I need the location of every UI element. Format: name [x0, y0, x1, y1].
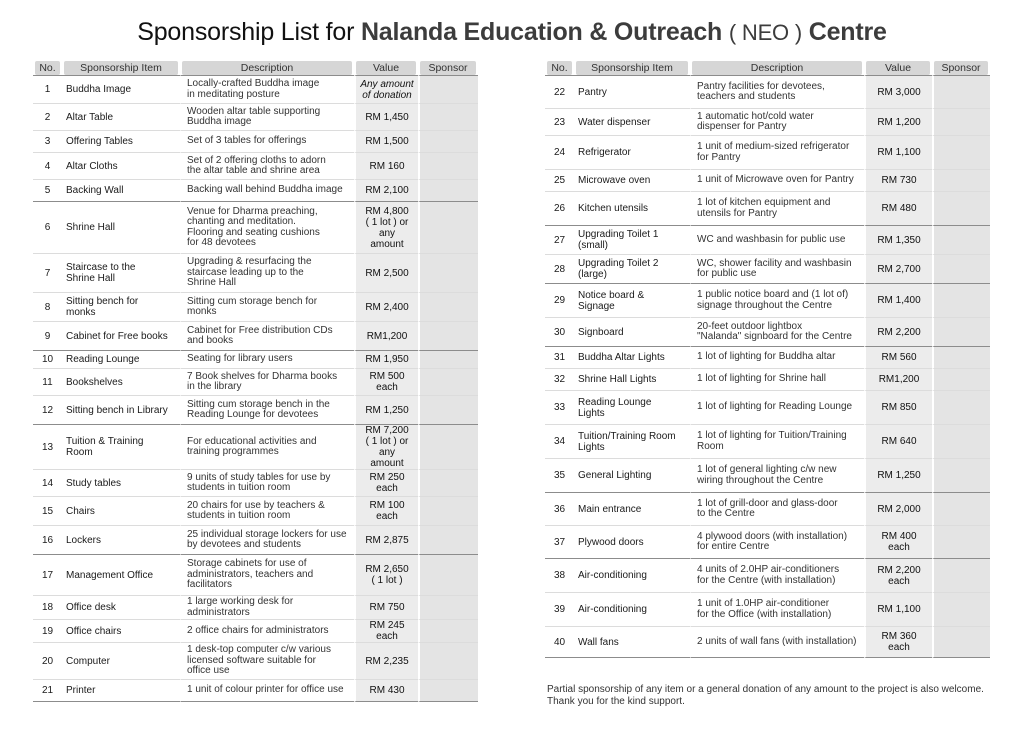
- sponsorship-item: Computer: [62, 643, 180, 680]
- item-description: Sitting cum storage bench in the Reading Lounge for devotees: [180, 396, 354, 425]
- table-row: [33, 369, 478, 396]
- row-number: 37: [545, 526, 574, 559]
- table-row: [33, 75, 478, 104]
- sponsor-cell: [418, 620, 478, 643]
- row-number: 30: [545, 318, 574, 347]
- sponsorship-item: Shrine Hall: [62, 202, 180, 254]
- row-number: 2: [33, 104, 62, 131]
- table-row: [545, 255, 990, 284]
- row-number: 36: [545, 493, 574, 526]
- table-row: [545, 425, 990, 459]
- item-description: 1 unit of medium-sized refrigerator for Pantry: [690, 136, 864, 170]
- row-number: 29: [545, 284, 574, 318]
- sponsor-cell: [418, 131, 478, 153]
- item-value: RM 1,400: [864, 284, 932, 318]
- item-value: RM 730: [864, 170, 932, 192]
- item-value: Any amount of donation: [354, 75, 418, 104]
- table-row: [545, 192, 990, 226]
- sponsorship-item: Main entrance: [574, 493, 690, 526]
- sponsor-cell: [932, 425, 990, 459]
- item-description: 1 unit of colour printer for office use: [180, 680, 354, 702]
- sponsorship-item: Sitting bench in Library: [62, 396, 180, 425]
- table-row: [33, 131, 478, 153]
- item-description: 20 chairs for use by teachers & students in tuition room: [180, 497, 354, 526]
- item-description: Set of 3 tables for offerings: [180, 131, 354, 153]
- item-value: RM 2,200 each: [864, 559, 932, 593]
- sponsorship-item: Cabinet for Free books: [62, 322, 180, 351]
- sponsorship-item: Wall fans: [574, 627, 690, 658]
- item-value: RM 1,200: [864, 109, 932, 136]
- row-number: 21: [33, 680, 62, 702]
- item-value: RM 1,950: [354, 351, 418, 369]
- item-value: RM 3,000: [864, 75, 932, 109]
- table-row: [33, 555, 478, 596]
- table-row: [33, 680, 478, 702]
- title-abbr: ( NEO ): [728, 20, 802, 45]
- item-description: 1 lot of lighting for Tuition/Training Room: [690, 425, 864, 459]
- sponsorship-item: Reading Lounge Lights: [574, 391, 690, 425]
- table-row: [545, 593, 990, 627]
- sponsor-cell: [418, 369, 478, 396]
- col-header-sponsor: Sponsor: [418, 60, 478, 75]
- item-description: 1 lot of lighting for Shrine hall: [690, 369, 864, 391]
- sponsorship-item: Upgrading Toilet 1 (small): [574, 226, 690, 255]
- row-number: 5: [33, 180, 62, 202]
- title-suffix: Centre: [808, 18, 887, 46]
- row-number: 26: [545, 192, 574, 226]
- item-description: 1 large working desk for administrators: [180, 596, 354, 620]
- table-row: [545, 369, 990, 391]
- table-row: [545, 136, 990, 170]
- sponsor-cell: [932, 136, 990, 170]
- sponsor-cell: [418, 254, 478, 293]
- sponsorship-table-left: [33, 60, 478, 702]
- sponsor-cell: [418, 643, 478, 680]
- table-row: [33, 153, 478, 180]
- sponsorship-item: Notice board & Signage: [574, 284, 690, 318]
- item-value: RM 750: [354, 596, 418, 620]
- sponsor-cell: [418, 497, 478, 526]
- row-number: 6: [33, 202, 62, 254]
- item-value: RM 2,400: [354, 293, 418, 322]
- table-row: [545, 75, 990, 109]
- page-title: [0, 18, 1024, 47]
- sponsorship-item: Microwave oven: [574, 170, 690, 192]
- sponsor-cell: [418, 526, 478, 555]
- row-number: 22: [545, 75, 574, 109]
- item-value: RM 640: [864, 425, 932, 459]
- table-row: [545, 284, 990, 318]
- item-description: 1 lot of lighting for Buddha altar: [690, 347, 864, 369]
- sponsor-cell: [932, 369, 990, 391]
- item-value: RM 2,200: [864, 318, 932, 347]
- row-number: 32: [545, 369, 574, 391]
- sponsor-cell: [932, 559, 990, 593]
- item-value: RM 1,100: [864, 593, 932, 627]
- sponsorship-item: Office desk: [62, 596, 180, 620]
- item-value: RM 2,700: [864, 255, 932, 284]
- sponsor-cell: [932, 318, 990, 347]
- table-row: [545, 347, 990, 369]
- item-value: RM 2,500: [354, 254, 418, 293]
- sponsor-cell: [418, 75, 478, 104]
- item-value: RM 245 each: [354, 620, 418, 643]
- item-description: 1 public notice board and (1 lot of) signage throughout the Centre: [690, 284, 864, 318]
- sponsor-cell: [932, 391, 990, 425]
- row-number: 4: [33, 153, 62, 180]
- item-description: 25 individual storage lockers for use by devotees and students: [180, 526, 354, 555]
- item-description: 1 lot of grill-door and glass-door to the Centre: [690, 493, 864, 526]
- sponsorship-item: Altar Cloths: [62, 153, 180, 180]
- item-value: RM 160: [354, 153, 418, 180]
- item-description: 1 lot of lighting for Reading Lounge: [690, 391, 864, 425]
- item-description: Seating for library users: [180, 351, 354, 369]
- sponsorship-item: Printer: [62, 680, 180, 702]
- sponsorship-item: Altar Table: [62, 104, 180, 131]
- row-number: 28: [545, 255, 574, 284]
- item-value: RM 480: [864, 192, 932, 226]
- sponsor-cell: [932, 284, 990, 318]
- sponsor-cell: [418, 293, 478, 322]
- footnote-line-2: Thank you for the kind support.: [547, 696, 685, 707]
- sponsorship-item: Shrine Hall Lights: [574, 369, 690, 391]
- sponsor-cell: [932, 170, 990, 192]
- row-number: 13: [33, 425, 62, 470]
- sponsor-cell: [932, 226, 990, 255]
- row-number: 23: [545, 109, 574, 136]
- sponsor-cell: [932, 347, 990, 369]
- item-value: RM 850: [864, 391, 932, 425]
- row-number: 9: [33, 322, 62, 351]
- row-number: 14: [33, 470, 62, 497]
- table-row: [33, 180, 478, 202]
- sponsorship-item: Lockers: [62, 526, 180, 555]
- sponsorship-item: Offering Tables: [62, 131, 180, 153]
- sponsorship-item: Air-conditioning: [574, 559, 690, 593]
- table-row: [545, 627, 990, 658]
- table-row: [545, 109, 990, 136]
- item-description: 1 unit of 1.0HP air-conditioner for the Office (with installation): [690, 593, 864, 627]
- sponsorship-table-right: [545, 60, 990, 658]
- row-number: 39: [545, 593, 574, 627]
- table-row: [545, 459, 990, 493]
- item-value: RM 560: [864, 347, 932, 369]
- table-row: [545, 559, 990, 593]
- sponsor-cell: [418, 425, 478, 470]
- item-description: 9 units of study tables for use by students in tuition room: [180, 470, 354, 497]
- sponsor-cell: [418, 180, 478, 202]
- title-prefix: Sponsorship List for: [137, 18, 355, 46]
- item-description: Upgrading & resurfacing the staircase leading up to the Shrine Hall: [180, 254, 354, 293]
- table-row: [33, 104, 478, 131]
- sponsorship-item: Refrigerator: [574, 136, 690, 170]
- table-row: [545, 493, 990, 526]
- item-value: RM 500 each: [354, 369, 418, 396]
- sponsor-cell: [418, 596, 478, 620]
- row-number: 35: [545, 459, 574, 493]
- row-number: 1: [33, 75, 62, 104]
- table-row: [33, 322, 478, 351]
- item-value: RM 2,100: [354, 180, 418, 202]
- item-description: 1 lot of kitchen equipment and utensils for Pantry: [690, 192, 864, 226]
- table-body-right: [545, 75, 990, 658]
- sponsor-cell: [418, 470, 478, 497]
- row-number: 24: [545, 136, 574, 170]
- sponsor-cell: [932, 75, 990, 109]
- col-header-no: No.: [33, 60, 62, 75]
- table-row: [545, 391, 990, 425]
- table-row: [33, 396, 478, 425]
- table-row: [33, 596, 478, 620]
- sponsorship-item: Staircase to the Shrine Hall: [62, 254, 180, 293]
- item-value: RM 1,350: [864, 226, 932, 255]
- row-number: 10: [33, 351, 62, 369]
- item-description: 1 desk-top computer c/w various licensed software suitable for office use: [180, 643, 354, 680]
- item-description: Wooden altar table supporting Buddha image: [180, 104, 354, 131]
- sponsor-cell: [418, 153, 478, 180]
- table-body-left: [33, 75, 478, 702]
- col-header-value: Value: [354, 60, 418, 75]
- sponsor-cell: [418, 396, 478, 425]
- item-value: RM 360 each: [864, 627, 932, 658]
- table-row: [33, 425, 478, 470]
- sponsor-cell: [418, 104, 478, 131]
- item-description: Backing wall behind Buddha image: [180, 180, 354, 202]
- sponsorship-item: Backing Wall: [62, 180, 180, 202]
- row-number: 17: [33, 555, 62, 596]
- table-row: [545, 318, 990, 347]
- sponsorship-item: Signboard: [574, 318, 690, 347]
- row-number: 34: [545, 425, 574, 459]
- sponsorship-item: Air-conditioning: [574, 593, 690, 627]
- item-description: 20-feet outdoor lightbox "Nalanda" signboard for the Centre: [690, 318, 864, 347]
- item-description: 2 office chairs for administrators: [180, 620, 354, 643]
- item-value: RM 2,650 ( 1 lot ): [354, 555, 418, 596]
- row-number: 18: [33, 596, 62, 620]
- item-description: 2 units of wall fans (with installation): [690, 627, 864, 658]
- item-description: 1 lot of general lighting c/w new wiring throughout the Centre: [690, 459, 864, 493]
- sponsorship-item: Tuition & Training Room: [62, 425, 180, 470]
- col-header-item: Sponsorship Item: [62, 60, 180, 75]
- col-header-value: Value: [864, 60, 932, 75]
- row-number: 16: [33, 526, 62, 555]
- item-value: RM 1,250: [354, 396, 418, 425]
- item-value: RM 2,875: [354, 526, 418, 555]
- sponsor-cell: [418, 680, 478, 702]
- item-description: Cabinet for Free distribution CDs and books: [180, 322, 354, 351]
- col-header-description: Description: [180, 60, 354, 75]
- row-number: 15: [33, 497, 62, 526]
- sponsorship-item: Reading Lounge: [62, 351, 180, 369]
- item-value: RM1,200: [864, 369, 932, 391]
- sponsorship-item: Water dispenser: [574, 109, 690, 136]
- sponsor-cell: [418, 351, 478, 369]
- sponsorship-item: Bookshelves: [62, 369, 180, 396]
- item-value: RM 1,450: [354, 104, 418, 131]
- table-row: [33, 620, 478, 643]
- row-number: 12: [33, 396, 62, 425]
- footnote: [547, 684, 1007, 708]
- table-row: [545, 170, 990, 192]
- item-value: RM1,200: [354, 322, 418, 351]
- row-number: 25: [545, 170, 574, 192]
- item-description: Set of 2 offering cloths to adorn the altar table and shrine area: [180, 153, 354, 180]
- sponsorship-item: Buddha Image: [62, 75, 180, 104]
- item-description: 4 units of 2.0HP air-conditioners for the Centre (with installation): [690, 559, 864, 593]
- item-description: 4 plywood doors (with installation) for entire Centre: [690, 526, 864, 559]
- item-description: 7 Book shelves for Dharma books in the library: [180, 369, 354, 396]
- row-number: 8: [33, 293, 62, 322]
- item-value: RM 4,800 ( 1 lot ) or any amount: [354, 202, 418, 254]
- item-description: WC and washbasin for public use: [690, 226, 864, 255]
- item-description: Venue for Dharma preaching, chanting and meditation. Flooring and seating cushions for 48 devotees: [180, 202, 354, 254]
- sponsorship-item: Sitting bench for monks: [62, 293, 180, 322]
- item-description: Locally-crafted Buddha image in meditating posture: [180, 75, 354, 104]
- item-description: WC, shower facility and washbasin for public use: [690, 255, 864, 284]
- row-number: 11: [33, 369, 62, 396]
- col-header-item: Sponsorship Item: [574, 60, 690, 75]
- sponsor-cell: [932, 593, 990, 627]
- item-value: RM 1,500: [354, 131, 418, 153]
- item-description: For educational activities and training programmes: [180, 425, 354, 470]
- item-description: 1 unit of Microwave oven for Pantry: [690, 170, 864, 192]
- sponsor-cell: [418, 202, 478, 254]
- sponsorship-item: Study tables: [62, 470, 180, 497]
- row-number: 31: [545, 347, 574, 369]
- table-row: [33, 351, 478, 369]
- item-description: Storage cabinets for use of administrators, teachers and facilitators: [180, 555, 354, 596]
- table-row: [33, 526, 478, 555]
- sponsorship-item: Tuition/Training Room Lights: [574, 425, 690, 459]
- sponsorship-item: General Lighting: [574, 459, 690, 493]
- row-number: 19: [33, 620, 62, 643]
- table-row: [33, 202, 478, 254]
- item-description: Sitting cum storage bench for monks: [180, 293, 354, 322]
- row-number: 20: [33, 643, 62, 680]
- footnote-line-1: Partial sponsorship of any item or a general donation of any amount to the project is also welcome.: [547, 684, 984, 695]
- table-row: [33, 470, 478, 497]
- sponsor-cell: [932, 109, 990, 136]
- sponsorship-item: Chairs: [62, 497, 180, 526]
- sponsor-cell: [418, 555, 478, 596]
- sponsor-cell: [932, 627, 990, 658]
- item-value: RM 430: [354, 680, 418, 702]
- sponsorship-item: Upgrading Toilet 2 (large): [574, 255, 690, 284]
- sponsor-cell: [932, 459, 990, 493]
- sponsorship-item: Kitchen utensils: [574, 192, 690, 226]
- row-number: 40: [545, 627, 574, 658]
- sponsor-cell: [932, 526, 990, 559]
- sponsorship-item: Office chairs: [62, 620, 180, 643]
- sponsorship-item: Pantry: [574, 75, 690, 109]
- sponsor-cell: [932, 255, 990, 284]
- title-org: Nalanda Education & Outreach: [360, 18, 723, 46]
- sponsor-cell: [932, 493, 990, 526]
- item-value: RM 2,000: [864, 493, 932, 526]
- item-description: 1 automatic hot/cold water dispenser for Pantry: [690, 109, 864, 136]
- sponsor-cell: [418, 322, 478, 351]
- table-row: [33, 497, 478, 526]
- item-description: Pantry facilities for devotees, teachers and students: [690, 75, 864, 109]
- item-value: RM 400 each: [864, 526, 932, 559]
- item-value: RM 1,250: [864, 459, 932, 493]
- sponsor-cell: [932, 192, 990, 226]
- row-number: 33: [545, 391, 574, 425]
- table-row: [33, 643, 478, 680]
- item-value: RM 250 each: [354, 470, 418, 497]
- item-value: RM 1,100: [864, 136, 932, 170]
- sponsorship-item: Management Office: [62, 555, 180, 596]
- col-header-sponsor: Sponsor: [932, 60, 990, 75]
- table-row: [545, 526, 990, 559]
- item-value: RM 2,235: [354, 643, 418, 680]
- item-value: RM 100 each: [354, 497, 418, 526]
- row-number: 7: [33, 254, 62, 293]
- col-header-description: Description: [690, 60, 864, 75]
- item-value: RM 7,200 ( 1 lot ) or any amount: [354, 425, 418, 470]
- row-number: 27: [545, 226, 574, 255]
- row-number: 3: [33, 131, 62, 153]
- row-number: 38: [545, 559, 574, 593]
- sponsorship-item: Plywood doors: [574, 526, 690, 559]
- table-row: [33, 293, 478, 322]
- sponsorship-item: Buddha Altar Lights: [574, 347, 690, 369]
- table-row: [33, 254, 478, 293]
- col-header-no: No.: [545, 60, 574, 75]
- table-row: [545, 226, 990, 255]
